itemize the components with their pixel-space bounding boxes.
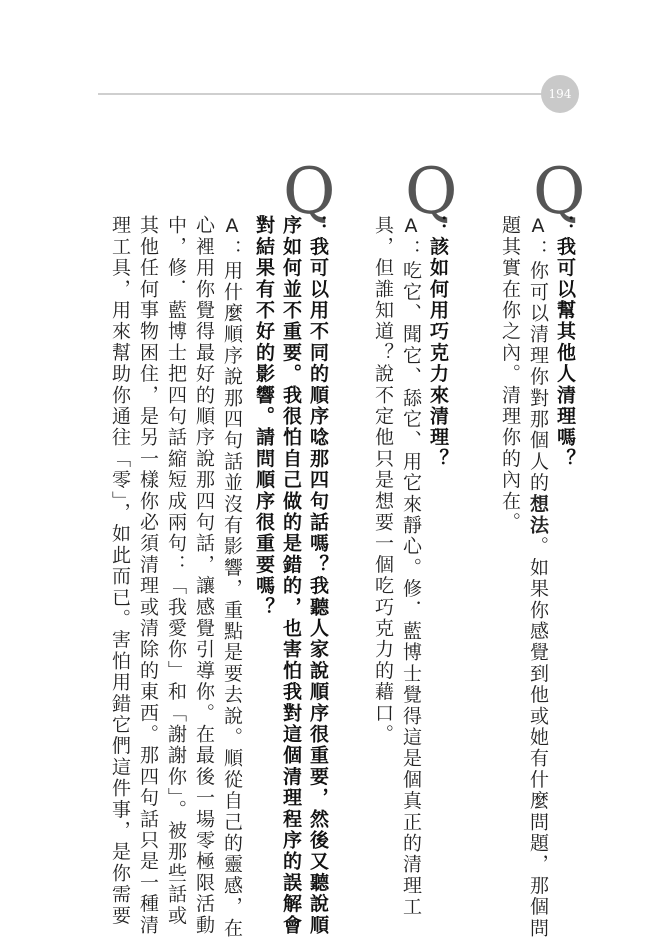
q-mark-3: Q	[283, 155, 336, 229]
answer-3-line-3: 中，修．藍博士把四句話縮短成兩句：「我愛你」和「謝謝你」。被那些話或	[165, 215, 187, 927]
question-2: ：該如何用巧克力來清理？	[427, 215, 449, 470]
question-3-line-2: 序如何並不重要。我很怕自己做的是錯的，也害怕我對這個清理程序的誤解會	[280, 215, 302, 936]
page-number: 194	[548, 87, 572, 101]
answer-3-line-1: A：用什麼順序說那四句話並沒有影響，重點是要去說。順從自己的靈感，在	[221, 215, 243, 939]
answer-1-line-1b: 。如果你感覺到他或她有什麼問題，那個問	[527, 536, 549, 939]
answer-3-line-4: 其他任何事物困住，是另一樣你必須清理或清除的東西。那四句話只是一種清	[137, 215, 159, 936]
question-1: ：我可以幫其他人清理嗎？	[554, 215, 576, 470]
answer-1-emphasis: 想法	[527, 493, 549, 537]
q-mark-1: Q	[533, 155, 586, 229]
answer-1-line-2: 題其實在你之內。清理你的內在。	[499, 215, 521, 533]
answer-2-line-2: 具，但誰知道？說不定他只是想要一個吃巧克力的藉口。	[372, 215, 394, 745]
question-3-line-1: ：我可以用不同的順序唸那四句話嗎？我聽人家說順序很重要，然後又聽說順	[307, 215, 329, 936]
answer-2-line-1: A：吃它、聞它、舔它、用它來靜心。修．藍博士覺得這是個真正的清理工	[400, 215, 422, 918]
header-rule	[98, 93, 542, 95]
q-mark-2: Q	[405, 155, 458, 229]
page-number-badge	[541, 75, 579, 113]
question-3-line-3: 對結果有不好的影響。請問順序很重要嗎？	[253, 215, 275, 618]
answer-3-line-2: 心裡用你覺得最好的順序說那四句話，讓感覺引導你。在最後一場零極限活動	[193, 215, 215, 936]
answer-1-line-1a: A：你可以清理你對那個人的	[527, 215, 549, 494]
answer-3-line-5: 理工具，用來幫助你通往「零」，如此而已。害怕用錯它們這件事，是你需要	[109, 215, 131, 927]
answer-1-line-1	[525, 215, 550, 939]
